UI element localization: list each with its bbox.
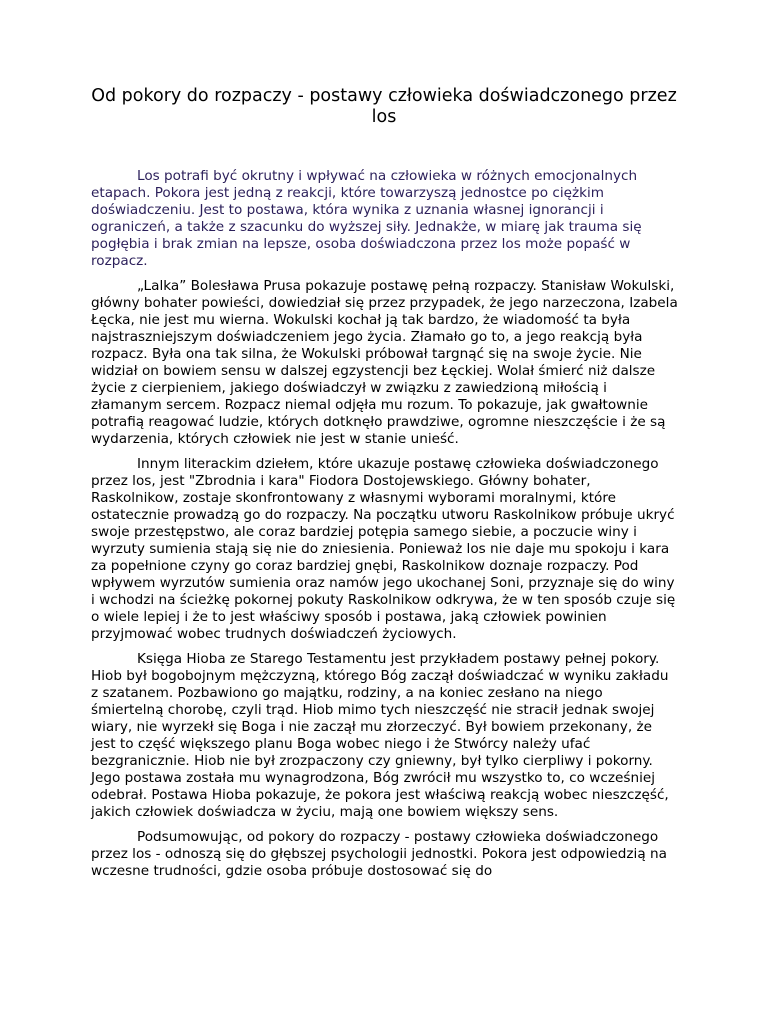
- paragraph-intro: Los potrafi być okrutny i wpływać na człowieka w różnych emocjonalnych etapach. Pokora jest jedną z reakcji, które towarzyszą jednostce po ciężkim doświadczeniu. Jest to postawa, która wynika z uznania własnej ignorancji i ograniczeń, a także z szacunku do wyższej siły. Jednakże, w miarę jak trauma się pogłębia i brak zmian na lepsze, osoba doświadczona przez los może popaść w rozpacz.: [91, 168, 642, 269]
- paragraph-zbrodnia-i-kara: Innym literackim dziełem, które ukazuje postawę człowieka doświadczonego przez los, jest "Zbrodnia i kara" Fiodora Dostojewskiego. Główny bohater, Raskolnikow, zostaje skonfrontowany z własnymi wyborami moralnymi, które ostatecznie prowadzą go do rozpaczy. Na początku utworu Raskolnikow próbuje ukryć swoje przestępstwo, ale coraz bardziej potępia samego siebie, a poczucie winy i wyrzuty sumienia stają się nie do zniesienia. Ponieważ los nie daje mu spokoju i kara za popełnione czyny go coraz bardziej gnębi, Raskolnikow doznaje rozpaczy. Pod wpływem wyrzutów sumienia oraz namów jego ukochanej Soni, przyznaje się do winy i wchodzi na ścieżkę pokornej pokuty Raskolnikow odkrywa, że w ten sposób czuje się o wiele lepiej i że to jest właściwy sposób i postawa, jaką człowiek powinien przyjmować wobec trudnych doświadczeń życiowych.: [91, 456, 676, 642]
- paragraph-lalka: „Lalka” Bolesława Prusa pokazuje postawę pełną rozpaczy. Stanisław Wokulski, główny bohater powieści, dowiedział się przez przypadek, że jego narzeczona, Izabela Łęcka, nie jest mu wierna. Wokulski kochał ją tak bardzo, że wiadomość ta była najstraszniejszym doświadczeniem jego życia. Złamało go to, a jego reakcją była rozpacz. Była ona tak silna, że Wokulski próbował targnąć się na swoje życie. Nie widział on bowiem sensu w dalszej egzystencji bez Łęckiej. Wolał śmierć niż dalsze życie z cierpieniem, jakiego doświadczył w związku z zawiedzioną miłością i złamanym sercem. Rozpacz niemal odjęła mu rozum. To pokazuje, jak gwałtownie potrafią reagować ludzie, których dotknęło prawdziwe, ogromne nieszczęście i że są wydarzenia, których człowiek nie jest w stanie unieść.: [91, 278, 678, 447]
- document-title: Od pokory do rozpaczy - postawy człowieka doświadczonego przez los: [91, 86, 677, 127]
- document-body: [91, 168, 679, 888]
- paragraph-podsumowanie: Podsumowując, od pokory do rozpaczy - postawy człowieka doświadczonego przez los - odnoszą się do głębszej psychologii jednostki. Pokora jest odpowiedzią na wczesne trudności, gdzie osoba próbuje dostosować się do: [91, 829, 667, 879]
- paragraph-ksiega-hioba: Księga Hioba ze Starego Testamentu jest przykładem postawy pełnej pokory. Hiob był bogobojnym mężczyzną, którego Bóg zaczął doświadczać w wyniku zakładu z szatanem. Pozbawiono go majątku, rodziny, a na koniec zesłano na niego śmiertelną chorobę, czyli trąd. Hiob mimo tych nieszczęść nie stracił jednak swojej wiary, nie wyrzekł się Boga i nie zaczął mu złorzeczyć. Był bowiem przekonany, że jest to część większego planu Boga wobec niego i że Stwórcy należy ufać bezgranicznie. Hiob nie był zrozpaczony czy gniewny, był tylko cierpliwy i pokorny. Jego postawa została mu wynagrodzona, Bóg zwrócił mu wszystko to, co wcześniej odebrał. Postawa Hioba pokazuje, że pokora jest właściwą reakcją wobec nieszczęść, jakich człowiek doświadcza w życiu, mają one bowiem większy sens.: [91, 651, 669, 820]
